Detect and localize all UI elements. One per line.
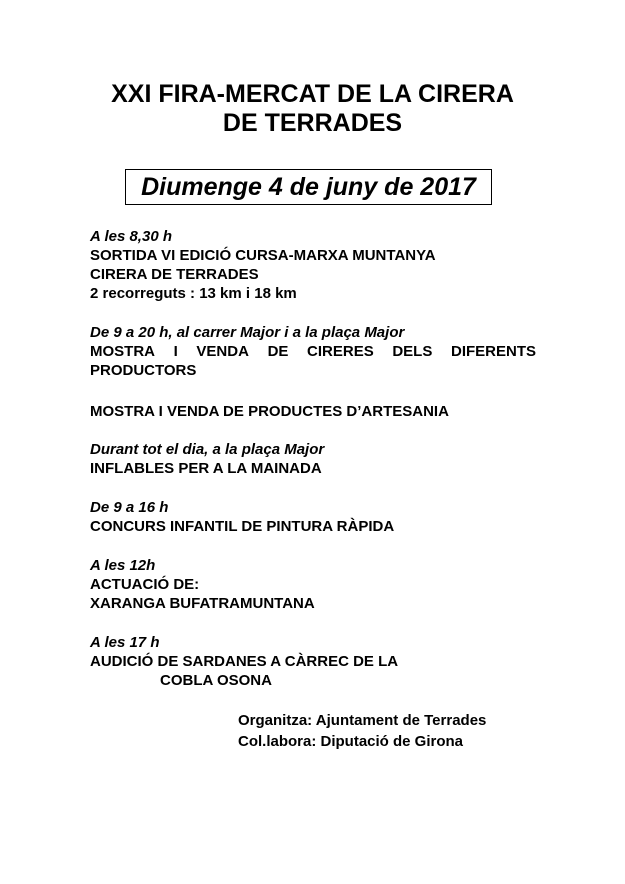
event-description-line: SORTIDA VI EDICIÓ CURSA-MARXA MUNTANYA <box>90 247 436 264</box>
event-painting-contest <box>90 498 536 536</box>
poster-title-line-1: XXI FIRA-MERCAT DE LA CIRERA <box>111 80 514 108</box>
event-time: De 9 a 20 h, al carrer Major i a la plaça Major <box>90 324 405 341</box>
event-description-line: MOSTRA I VENDA DE PRODUCTES D’ARTESANIA <box>90 403 449 420</box>
event-description-line <box>90 342 536 361</box>
description-word: I <box>173 343 178 360</box>
event-race <box>90 227 536 303</box>
event-description-line: ACTUACIÓ DE: <box>90 576 200 593</box>
event-description-line: COBLA OSONA <box>160 672 272 689</box>
event-time: De 9 a 16 h <box>90 499 169 516</box>
event-date-box: Diumenge 4 de juny de 2017 <box>125 169 492 205</box>
event-time: A les 12h <box>90 557 156 574</box>
event-time: Durant tot el dia, a la plaça Major <box>90 441 325 458</box>
event-cherry-sale <box>90 323 536 380</box>
description-word: DE <box>267 343 289 360</box>
description-word: CIRERES <box>307 343 374 360</box>
description-word: DELS <box>392 343 433 360</box>
event-time: A les 8,30 h <box>90 228 172 245</box>
collaborator-credit: Col.labora: Diputació de Girona <box>238 733 464 750</box>
description-word: VENDA <box>196 343 249 360</box>
poster-title-line-2: DE TERRADES <box>222 109 403 137</box>
event-description-line: INFLABLES PER A LA MAINADA <box>90 460 322 477</box>
event-band-performance <box>90 556 536 613</box>
event-time: A les 17 h <box>90 634 160 651</box>
description-word: DIFERENTS <box>450 343 536 360</box>
event-inflatables <box>90 440 536 478</box>
event-description-line: PRODUCTORS <box>90 362 197 379</box>
event-description-line: XARANGA BUFATRAMUNTANA <box>90 595 315 612</box>
organizer-credit: Organitza: Ajuntament de Terrades <box>238 712 487 729</box>
event-crafts-sale <box>90 402 536 421</box>
description-word: MOSTRA <box>90 343 155 360</box>
event-description-line: CIRERA DE TERRADES <box>90 266 259 283</box>
credits-block <box>238 710 486 752</box>
event-description-line: 2 recorreguts : 13 km i 18 km <box>90 285 297 302</box>
event-description-line: CONCURS INFANTIL DE PINTURA RÀPIDA <box>90 518 395 535</box>
event-description-line: AUDICIÓ DE SARDANES A CÀRREC DE LA <box>90 653 399 670</box>
event-sardanes <box>90 633 536 690</box>
